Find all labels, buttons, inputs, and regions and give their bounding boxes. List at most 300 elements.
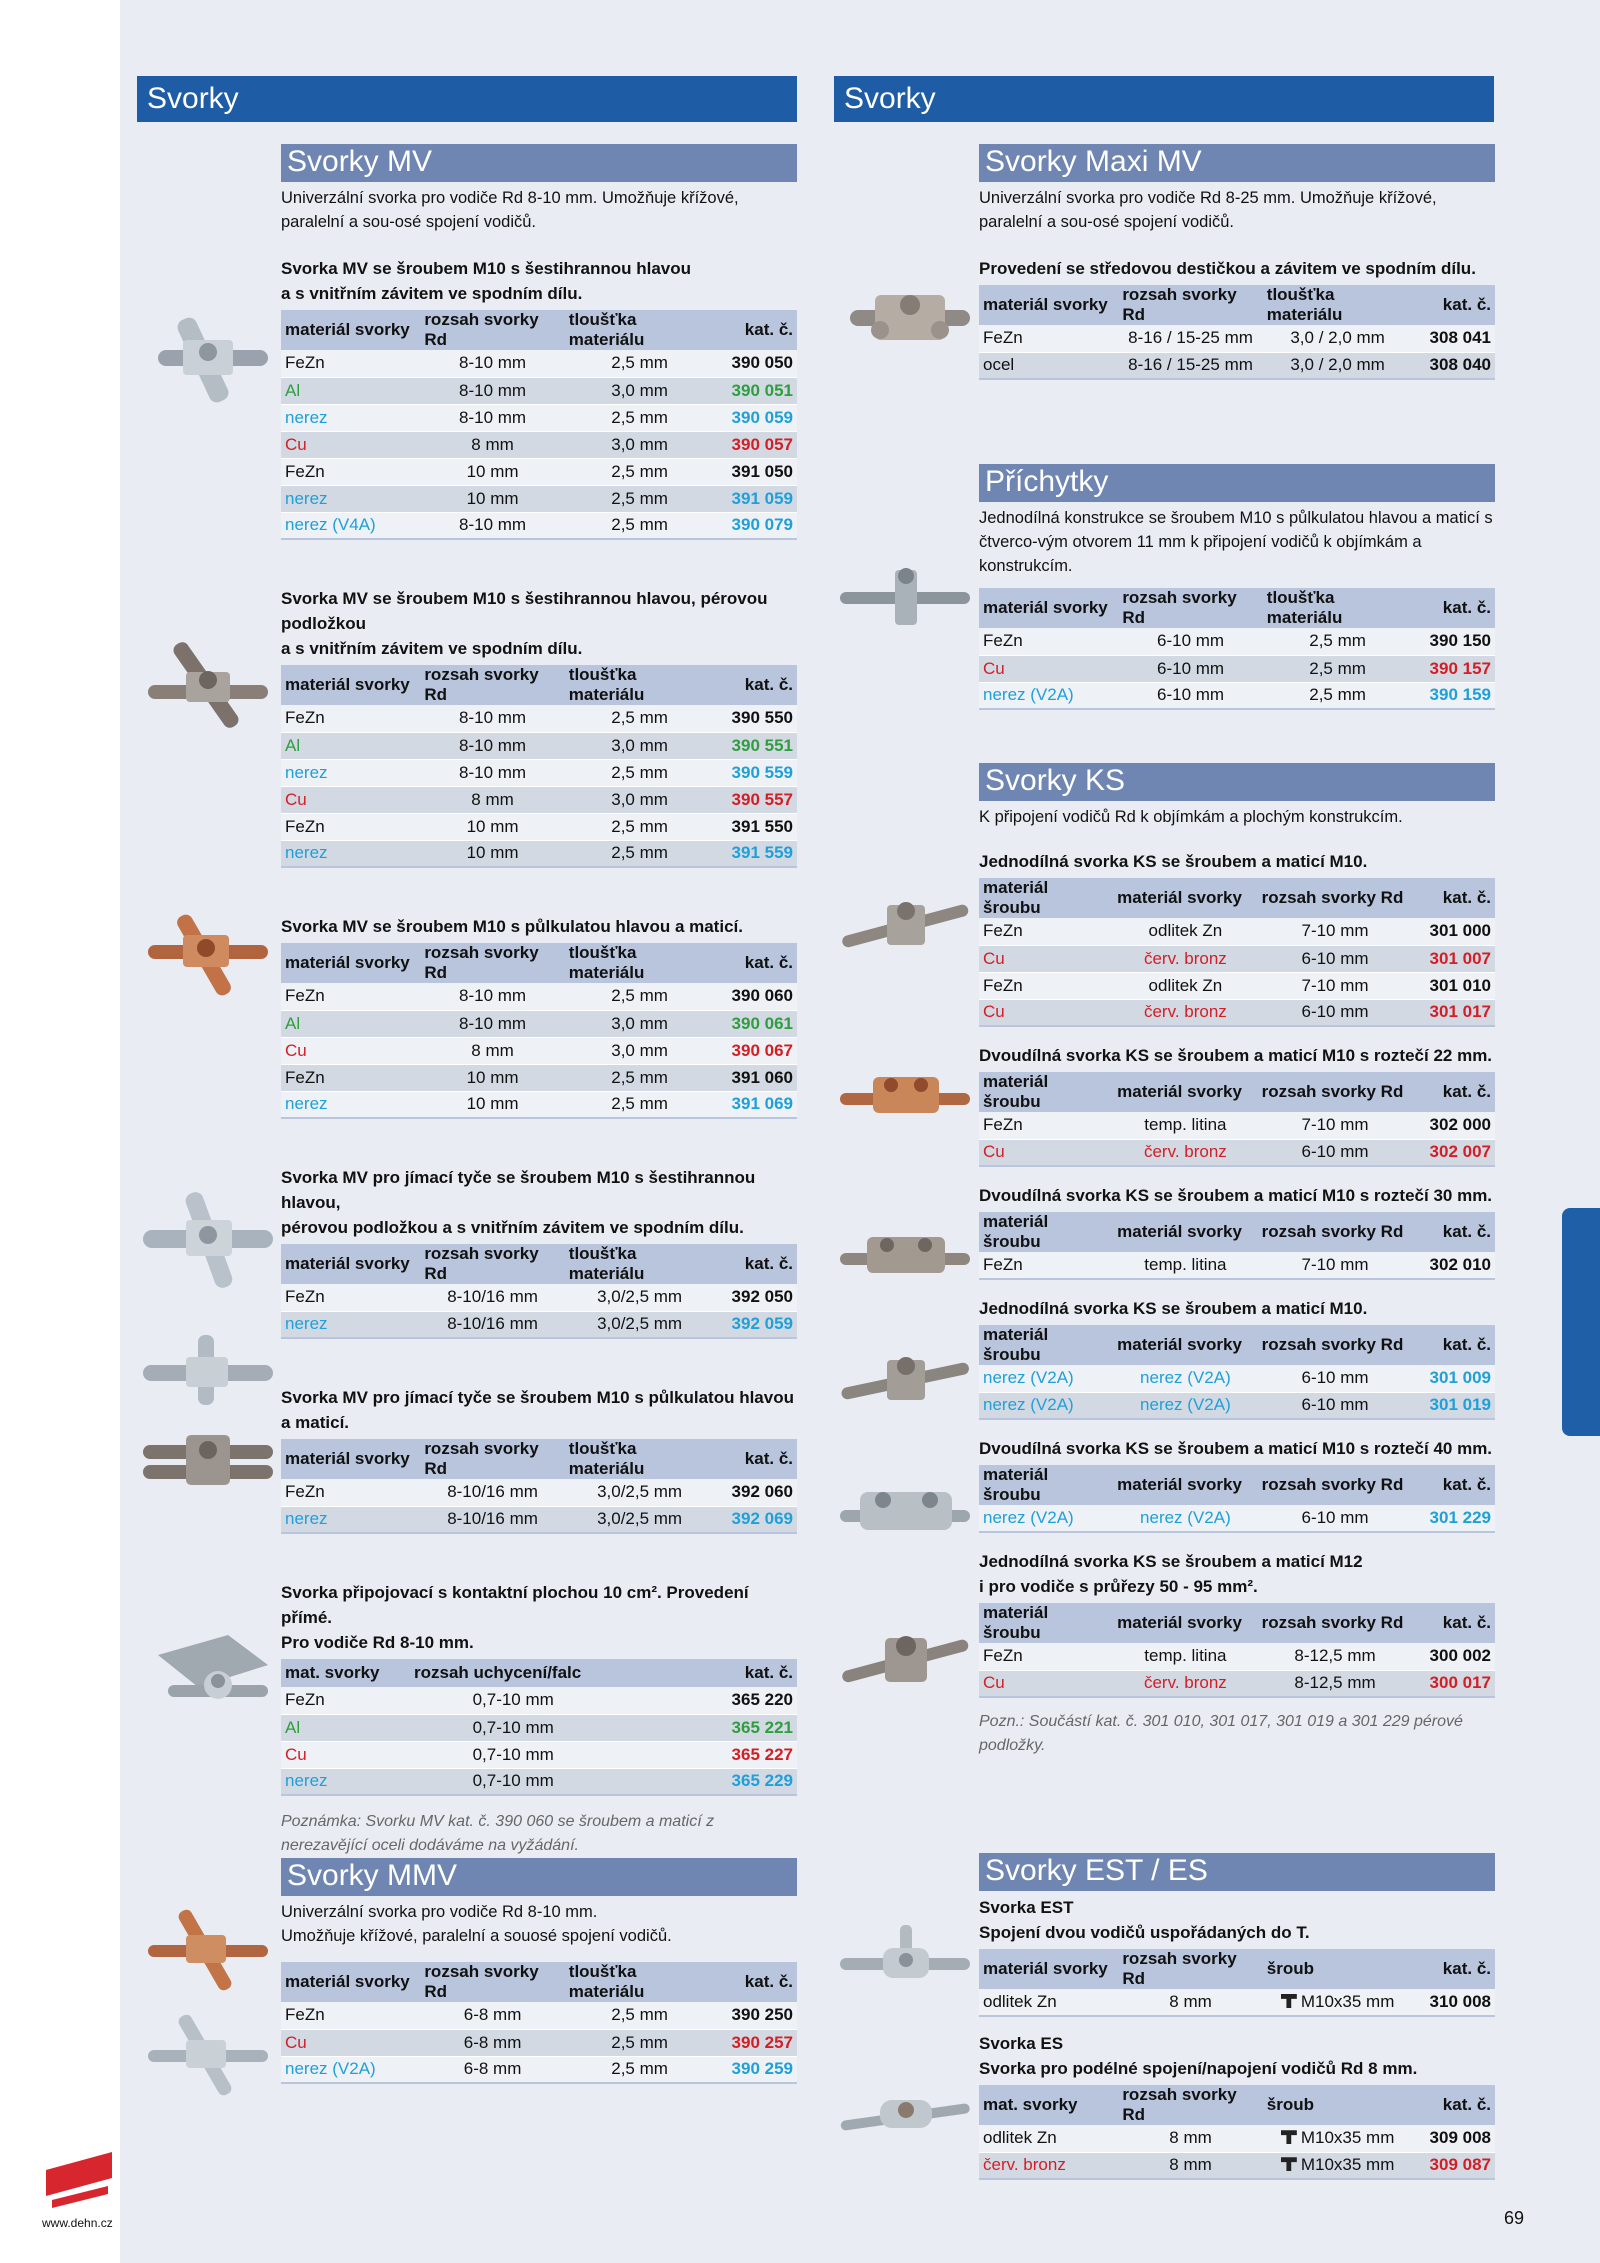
clamp-ks-double-22-image bbox=[835, 1055, 975, 1135]
clamp-maxi-image bbox=[845, 270, 975, 370]
column-header: materiál svorky bbox=[281, 310, 420, 350]
range-cell: odlitek Zn bbox=[1113, 972, 1257, 999]
table-row bbox=[979, 2152, 1495, 2179]
material-cell: FeZn bbox=[979, 1252, 1113, 1279]
column-header: kat. č. bbox=[1412, 1465, 1495, 1505]
range-cell: 10 mm bbox=[420, 458, 564, 485]
product-table bbox=[979, 285, 1495, 380]
table-header-row bbox=[979, 588, 1495, 628]
table-row bbox=[979, 1392, 1495, 1419]
table-subtitle: Svorka MV pro jímací tyče se šroubem M10 s šestihrannou hlavou, pérovou podložkou a s vnitřním závitem ve spodním dílu. bbox=[281, 1168, 756, 1237]
column-header: materiál svorky bbox=[281, 665, 420, 705]
material-cell: FeZn bbox=[281, 458, 420, 485]
thickness-cell: 2,5 mm bbox=[565, 458, 715, 485]
table-row bbox=[979, 325, 1495, 352]
column-header: kat. č. bbox=[1412, 1949, 1495, 1989]
table-header-row bbox=[281, 1244, 797, 1284]
section-title: Svorky Maxi MV bbox=[979, 144, 1495, 182]
column-header: materiál svorky bbox=[281, 1244, 420, 1284]
column-header: rozsah svorky Rd bbox=[1118, 285, 1262, 325]
catalog-number-cell: 391 060 bbox=[714, 1064, 797, 1091]
thickness-cell: 3,0/2,5 mm bbox=[565, 1284, 715, 1311]
range-cell: 8-10 mm bbox=[420, 350, 564, 377]
thickness-cell: 2,5 mm bbox=[565, 840, 715, 867]
column-header: rozsah svorky Rd bbox=[420, 310, 564, 350]
column-header: materiál šroubu bbox=[979, 878, 1113, 918]
catalog-number-cell: 308 040 bbox=[1412, 352, 1495, 379]
ks-note: Pozn.: Součástí kat. č. 301 010, 301 017, 301 019 a 301 229 pérové podložky. bbox=[979, 1713, 1463, 1754]
section-description: K připojení vodičů Rd k objímkám a plochým konstrukcím. bbox=[979, 808, 1403, 826]
column-header: rozsah svorky Rd bbox=[420, 943, 564, 983]
catalog-number-cell: 390 250 bbox=[714, 2002, 797, 2029]
column-header: materiál svorky bbox=[1113, 1072, 1257, 1112]
table-row bbox=[979, 999, 1495, 1026]
range-cell: 6-8 mm bbox=[420, 2002, 564, 2029]
material-cell: nerez (V2A) bbox=[979, 1392, 1113, 1419]
column-header: rozsah uchycení/falc bbox=[410, 1659, 616, 1687]
thickness-cell: 3,0 mm bbox=[565, 1037, 715, 1064]
table-row bbox=[281, 1741, 797, 1768]
thickness-cell: 3,0/2,5 mm bbox=[565, 1506, 715, 1533]
maxi-table bbox=[979, 285, 1495, 380]
material-cell: Cu bbox=[281, 431, 420, 458]
table-row bbox=[281, 2002, 797, 2029]
material-cell: nerez bbox=[281, 1768, 410, 1795]
table-row bbox=[979, 918, 1495, 945]
table-subtitle: Svorka připojovací s kontaktní plochou 10 cm². Provedení přímé. Pro vodiče Rd 8-10 mm. bbox=[281, 1583, 749, 1652]
column-header: materiál šroubu bbox=[979, 1072, 1113, 1112]
material-cell: nerez (V2A) bbox=[979, 682, 1118, 709]
section-title: Svorky MV bbox=[281, 144, 797, 182]
table-row bbox=[281, 404, 797, 431]
column-header: kat. č. bbox=[1412, 1072, 1495, 1112]
range-cell: 0,7-10 mm bbox=[410, 1768, 616, 1795]
catalog-number-cell: 390 061 bbox=[714, 1010, 797, 1037]
material-cell: nerez bbox=[281, 759, 420, 786]
bolt-size: M10x35 mm bbox=[1300, 2155, 1395, 2175]
column-header: tloušťka materiálu bbox=[565, 665, 715, 705]
thickness-cell bbox=[616, 1741, 714, 1768]
range-cell: 8-16 / 15-25 mm bbox=[1118, 325, 1262, 352]
column-header: kat. č. bbox=[1412, 1212, 1495, 1252]
catalog-number-cell: 392 069 bbox=[714, 1506, 797, 1533]
thickness-cell: 7-10 mm bbox=[1258, 1112, 1413, 1139]
bolt-size: M10x35 mm bbox=[1300, 2128, 1395, 2148]
column-header: kat. č. bbox=[714, 665, 797, 705]
table-row bbox=[979, 1670, 1495, 1697]
section-svorky-maxi-mv bbox=[979, 144, 1495, 380]
column-header: materiál šroubu bbox=[979, 1325, 1113, 1365]
column-header: rozsah svorky Rd bbox=[420, 665, 564, 705]
column-header: šroub bbox=[1263, 2085, 1413, 2125]
material-cell: Al bbox=[281, 732, 420, 759]
column-header: rozsah svorky Rd bbox=[1118, 588, 1262, 628]
thickness-cell: 6-10 mm bbox=[1258, 1392, 1413, 1419]
column-header: kat. č. bbox=[1412, 1603, 1495, 1643]
product-table bbox=[979, 878, 1495, 1027]
column-header: tloušťka materiálu bbox=[565, 1962, 715, 2002]
bolt-icon bbox=[1281, 2157, 1297, 2171]
range-cell: nerez (V2A) bbox=[1113, 1365, 1257, 1392]
catalog-number-cell: 300 002 bbox=[1412, 1643, 1495, 1670]
product-table bbox=[979, 2085, 1495, 2180]
catalog-number-cell: 365 229 bbox=[714, 1768, 797, 1795]
range-cell: 8-10 mm bbox=[420, 705, 564, 732]
thickness-cell: 2,5 mm bbox=[1263, 682, 1413, 709]
column-header: tloušťka materiálu bbox=[565, 943, 715, 983]
section-title: Svorky EST / ES bbox=[979, 1853, 1495, 1891]
clamp-mmv-image bbox=[138, 1900, 278, 2110]
page-number: 69 bbox=[1504, 2208, 1525, 2228]
catalog-number-cell: 301 019 bbox=[1412, 1392, 1495, 1419]
range-cell: červ. bronz bbox=[1113, 945, 1257, 972]
left-margin bbox=[0, 0, 120, 2263]
thickness-cell: 6-10 mm bbox=[1258, 1139, 1413, 1166]
section-svorky-mmv bbox=[281, 1858, 797, 2084]
range-cell: 8 mm bbox=[420, 1037, 564, 1064]
material-cell: FeZn bbox=[281, 705, 420, 732]
catalog-number-cell: 302 010 bbox=[1412, 1252, 1495, 1279]
column-header: kat. č. bbox=[1412, 2085, 1495, 2125]
table-header-row bbox=[281, 1439, 797, 1479]
table-row bbox=[281, 732, 797, 759]
thickness-cell: 6-10 mm bbox=[1258, 1505, 1413, 1532]
thickness-cell bbox=[1263, 2152, 1413, 2179]
range-cell: 0,7-10 mm bbox=[410, 1741, 616, 1768]
thickness-cell: 3,0 / 2,0 mm bbox=[1263, 325, 1413, 352]
thickness-cell: 6-10 mm bbox=[1258, 1365, 1413, 1392]
catalog-number-cell: 302 000 bbox=[1412, 1112, 1495, 1139]
column-header: rozsah svorky Rd bbox=[1258, 1212, 1413, 1252]
section-title: Svorky KS bbox=[979, 763, 1495, 801]
range-cell: 6-10 mm bbox=[1118, 628, 1262, 655]
material-cell: nerez bbox=[281, 404, 420, 431]
section-svorky-ks bbox=[979, 763, 1495, 1758]
table-row bbox=[979, 972, 1495, 999]
catalog-number-cell: 301 010 bbox=[1412, 972, 1495, 999]
material-cell: Cu bbox=[979, 945, 1113, 972]
range-cell: temp. litina bbox=[1113, 1252, 1257, 1279]
column-header: kat. č. bbox=[714, 1244, 797, 1284]
section-description: Jednodílná konstrukce se šroubem M10 s půlkulatou hlavou a maticí s čtverco-vým otvorem 11 mm k připojení vodičů k objímkám a konstrukcím. bbox=[979, 509, 1493, 575]
range-cell: 10 mm bbox=[420, 813, 564, 840]
catalog-number-cell: 300 017 bbox=[1412, 1670, 1495, 1697]
material-cell: FeZn bbox=[979, 325, 1118, 352]
table-row bbox=[281, 1284, 797, 1311]
material-cell: Al bbox=[281, 1010, 420, 1037]
thickness-cell: 8-12,5 mm bbox=[1258, 1643, 1413, 1670]
range-cell: 8-10 mm bbox=[420, 759, 564, 786]
range-cell: 10 mm bbox=[420, 1064, 564, 1091]
catalog-number-cell: 309 087 bbox=[1412, 2152, 1495, 2179]
clamp-ks-double-40-image bbox=[835, 1470, 975, 1550]
bolt-icon bbox=[1281, 2130, 1297, 2144]
column-header: kat. č. bbox=[1412, 588, 1495, 628]
thickness-cell: 3,0 mm bbox=[565, 786, 715, 813]
est-table bbox=[979, 1949, 1495, 2017]
range-cell: 8-16 / 15-25 mm bbox=[1118, 352, 1262, 379]
material-cell: FeZn bbox=[979, 972, 1113, 999]
table-header-row bbox=[979, 878, 1495, 918]
thickness-cell: 2,5 mm bbox=[565, 813, 715, 840]
catalog-number-cell: 391 559 bbox=[714, 840, 797, 867]
thickness-cell: 6-10 mm bbox=[1258, 945, 1413, 972]
catalog-number-cell: 390 550 bbox=[714, 705, 797, 732]
bolt-size: M10x35 mm bbox=[1300, 1992, 1395, 2011]
column-header: tloušťka materiálu bbox=[1263, 285, 1413, 325]
material-cell: odlitek Zn bbox=[979, 1989, 1118, 2016]
dehn-logo-graphic bbox=[42, 2130, 116, 2210]
table-subtitle: Svorka MV pro jímací tyče se šroubem M10 s půlkulatou hlavou a maticí. bbox=[281, 1388, 794, 1432]
range-cell: 8-10/16 mm bbox=[420, 1506, 564, 1533]
thickness-cell: 2,5 mm bbox=[565, 512, 715, 539]
catalog-number-cell: 392 059 bbox=[714, 1311, 797, 1338]
range-cell: 6-8 mm bbox=[420, 2056, 564, 2083]
range-cell: 8-10 mm bbox=[420, 732, 564, 759]
range-cell: temp. litina bbox=[1113, 1643, 1257, 1670]
right-column-header: Svorky bbox=[834, 76, 1494, 122]
thickness-cell: 2,5 mm bbox=[565, 2002, 715, 2029]
range-cell: temp. litina bbox=[1113, 1112, 1257, 1139]
maxi-subtitle: Provedení se středovou destičkou a závitem ve spodním dílu. bbox=[979, 259, 1476, 278]
range-cell: 8 mm bbox=[420, 431, 564, 458]
table-row bbox=[281, 759, 797, 786]
table-row bbox=[281, 1010, 797, 1037]
column-header: rozsah svorky Rd bbox=[1258, 1072, 1413, 1112]
catalog-number-cell: 391 550 bbox=[714, 813, 797, 840]
clamp-mv-rod-round-image bbox=[138, 1335, 278, 1495]
column-header: kat. č. bbox=[714, 943, 797, 983]
thickness-cell: 3,0/2,5 mm bbox=[565, 1311, 715, 1338]
table-header-row bbox=[281, 1962, 797, 2002]
catalog-number-cell: 390 150 bbox=[1412, 628, 1495, 655]
material-cell: nerez bbox=[281, 485, 420, 512]
clamp-ks-double-30-image bbox=[835, 1215, 975, 1295]
range-cell: 8-10/16 mm bbox=[420, 1479, 564, 1506]
table-row bbox=[281, 485, 797, 512]
table-row bbox=[979, 945, 1495, 972]
range-cell: 0,7-10 mm bbox=[410, 1714, 616, 1741]
table-row bbox=[979, 352, 1495, 379]
ks-tables bbox=[979, 849, 1495, 1698]
column-header: materiál svorky bbox=[281, 1962, 420, 2002]
thickness-cell: 2,5 mm bbox=[565, 2056, 715, 2083]
table-subtitle: Svorka MV se šroubem M10 s šestihrannou hlavou a s vnitřním závitem ve spodním dílu. bbox=[281, 259, 692, 303]
material-cell: Cu bbox=[979, 999, 1113, 1026]
material-cell: Cu bbox=[979, 1670, 1113, 1697]
table-header-row bbox=[281, 1659, 797, 1687]
material-cell: Al bbox=[281, 1714, 410, 1741]
table-row bbox=[281, 1091, 797, 1118]
material-cell: Cu bbox=[281, 2029, 420, 2056]
catalog-number-cell: 390 157 bbox=[1412, 655, 1495, 682]
thickness-cell bbox=[616, 1768, 714, 1795]
thickness-cell: 2,5 mm bbox=[565, 983, 715, 1010]
column-header: rozsah svorky Rd bbox=[1118, 2085, 1262, 2125]
range-cell: 8-10 mm bbox=[420, 404, 564, 431]
clamp-flat-plate-image bbox=[148, 1625, 278, 1735]
section-prichytky bbox=[979, 464, 1495, 710]
table-row bbox=[979, 1643, 1495, 1670]
clamp-mv-copper-image bbox=[138, 910, 278, 1000]
section-title: Svorky MMV bbox=[281, 1858, 797, 1896]
range-cell: 8 mm bbox=[420, 786, 564, 813]
catalog-number-cell: 391 050 bbox=[714, 458, 797, 485]
material-cell: FeZn bbox=[979, 918, 1113, 945]
thickness-cell: 3,0 mm bbox=[565, 1010, 715, 1037]
range-cell: 8-10/16 mm bbox=[420, 1284, 564, 1311]
thickness-cell: 3,0 mm bbox=[565, 377, 715, 404]
column-header: materiál svorky bbox=[979, 588, 1118, 628]
clamp-ks-single-image bbox=[835, 885, 975, 965]
material-cell: Cu bbox=[281, 1037, 420, 1064]
material-cell: nerez bbox=[281, 1311, 420, 1338]
catalog-number-cell: 390 079 bbox=[714, 512, 797, 539]
product-table bbox=[979, 1465, 1495, 1533]
table-header-row bbox=[979, 1465, 1495, 1505]
catalog-number-cell: 392 060 bbox=[714, 1479, 797, 1506]
range-cell: 8-10 mm bbox=[420, 983, 564, 1010]
table-subtitle: Jednodílná svorka KS se šroubem a maticí M12 i pro vodiče s průřezy 50 - 95 mm². bbox=[979, 1552, 1363, 1596]
column-header: materiál svorky bbox=[979, 1949, 1118, 1989]
prichytky-table bbox=[979, 588, 1495, 710]
table-row bbox=[281, 1687, 797, 1714]
material-cell: FeZn bbox=[281, 2002, 420, 2029]
table-row bbox=[979, 1505, 1495, 1532]
column-header: kat. č. bbox=[714, 1962, 797, 2002]
footer-url: www.dehn.cz bbox=[42, 2216, 113, 2230]
material-cell: Al bbox=[281, 377, 420, 404]
catalog-number-cell: 390 257 bbox=[714, 2029, 797, 2056]
column-header: rozsah svorky Rd bbox=[1258, 878, 1413, 918]
product-table bbox=[281, 1962, 797, 2084]
table-row bbox=[281, 512, 797, 539]
table-subtitle: Svorka MV se šroubem M10 s půlkulatou hlavou a maticí. bbox=[281, 917, 743, 936]
product-table bbox=[979, 1072, 1495, 1167]
range-cell: nerez (V2A) bbox=[1113, 1505, 1257, 1532]
table-row bbox=[281, 1037, 797, 1064]
thickness-cell bbox=[1263, 2125, 1413, 2152]
table-row bbox=[979, 1252, 1495, 1279]
range-cell: 6-8 mm bbox=[420, 2029, 564, 2056]
table-row bbox=[281, 1064, 797, 1091]
range-cell: 8-10 mm bbox=[420, 1010, 564, 1037]
column-header: tloušťka materiálu bbox=[1263, 588, 1413, 628]
column-header: materiál svorky bbox=[1113, 1212, 1257, 1252]
est-subtitle: Svorka EST Spojení dvou vodičů uspořádaných do T. bbox=[979, 1898, 1310, 1942]
range-cell: červ. bronz bbox=[1113, 999, 1257, 1026]
range-cell: odlitek Zn bbox=[1113, 918, 1257, 945]
material-cell: ocel bbox=[979, 352, 1118, 379]
catalog-number-cell: 310 008 bbox=[1412, 1989, 1495, 2016]
catalog-number-cell: 301 009 bbox=[1412, 1365, 1495, 1392]
range-cell: 0,7-10 mm bbox=[410, 1687, 616, 1714]
range-cell: 6-10 mm bbox=[1118, 682, 1262, 709]
bolt-icon bbox=[1281, 1994, 1297, 2008]
thickness-cell: 2,5 mm bbox=[565, 404, 715, 431]
mv-note: Poznámka: Svorku MV kat. č. 390 060 se šroubem a maticí z nerezavějící oceli dodáváme na vyžádání. bbox=[281, 1813, 715, 1854]
thickness-cell bbox=[616, 1714, 714, 1741]
thickness-cell bbox=[616, 1687, 714, 1714]
table-row bbox=[281, 1479, 797, 1506]
thickness-cell: 6-10 mm bbox=[1258, 999, 1413, 1026]
table-subtitle: Jednodílná svorka KS se šroubem a maticí M10. bbox=[979, 1299, 1368, 1318]
thickness-cell: 3,0 mm bbox=[565, 431, 715, 458]
material-cell: Cu bbox=[979, 1139, 1113, 1166]
table-header-row bbox=[979, 1072, 1495, 1112]
table-row bbox=[281, 1311, 797, 1338]
thickness-cell: 2,5 mm bbox=[565, 1064, 715, 1091]
clamp-est-image bbox=[835, 1920, 975, 2000]
thickness-cell: 2,5 mm bbox=[565, 485, 715, 512]
table-row bbox=[979, 1112, 1495, 1139]
table-row bbox=[281, 2029, 797, 2056]
table-subtitle: Svorka MV se šroubem M10 s šestihrannou hlavou, pérovou podložkou a s vnitřním závitem ve spodním dílu. bbox=[281, 589, 768, 658]
catalog-number-cell: 308 041 bbox=[1412, 325, 1495, 352]
table-row bbox=[281, 1714, 797, 1741]
table-header-row bbox=[979, 2085, 1495, 2125]
product-table bbox=[979, 1325, 1495, 1420]
range-cell: 8 mm bbox=[1118, 1989, 1262, 2016]
catalog-number-cell: 390 259 bbox=[714, 2056, 797, 2083]
catalog-number-cell: 301 007 bbox=[1412, 945, 1495, 972]
catalog-number-cell: 390 557 bbox=[714, 786, 797, 813]
thickness-cell bbox=[1263, 1989, 1413, 2016]
catalog-number-cell: 390 051 bbox=[714, 377, 797, 404]
thickness-cell: 3,0 mm bbox=[565, 732, 715, 759]
table-subtitle: Dvoudílná svorka KS se šroubem a maticí M10 s roztečí 30 mm. bbox=[979, 1186, 1493, 1205]
column-header: rozsah svorky Rd bbox=[1118, 1949, 1262, 1989]
range-cell: 8 mm bbox=[1118, 2125, 1262, 2152]
catalog-number-cell: 309 008 bbox=[1412, 2125, 1495, 2152]
material-cell: nerez (V4A) bbox=[281, 512, 420, 539]
column-header: kat. č. bbox=[1412, 1325, 1495, 1365]
column-header: tloušťka materiálu bbox=[565, 1244, 715, 1284]
column-header: mat. svorky bbox=[281, 1659, 410, 1687]
range-cell: 8-10 mm bbox=[420, 512, 564, 539]
column-header: rozsah svorky Rd bbox=[1258, 1603, 1413, 1643]
table-header-row bbox=[979, 1212, 1495, 1252]
catalog-number-cell: 365 220 bbox=[714, 1687, 797, 1714]
column-header: materiál svorky bbox=[1113, 1603, 1257, 1643]
catalog-number-cell: 301 229 bbox=[1412, 1505, 1495, 1532]
material-cell: nerez (V2A) bbox=[979, 1505, 1113, 1532]
column-header: kat. č. bbox=[1412, 285, 1495, 325]
catalog-number-cell: 390 551 bbox=[714, 732, 797, 759]
material-cell: nerez bbox=[281, 1091, 420, 1118]
section-title: Příchytky bbox=[979, 464, 1495, 502]
table-subtitle: Jednodílná svorka KS se šroubem a maticí M10. bbox=[979, 852, 1368, 871]
catalog-number-cell: 302 007 bbox=[1412, 1139, 1495, 1166]
range-cell: 8 mm bbox=[1118, 2152, 1262, 2179]
table-header-row bbox=[281, 665, 797, 705]
catalog-number-cell: 390 060 bbox=[714, 983, 797, 1010]
catalog-number-cell: 391 059 bbox=[714, 485, 797, 512]
material-cell: nerez bbox=[281, 1506, 420, 1533]
column-header: kat. č. bbox=[714, 310, 797, 350]
table-row bbox=[281, 786, 797, 813]
table-header-row bbox=[979, 1603, 1495, 1643]
section-description: Univerzální svorka pro vodiče Rd 8-10 mm. Umožňuje křížové, paralelní a sou-osé spojení vodičů. bbox=[281, 189, 739, 231]
table-header-row bbox=[979, 1949, 1495, 1989]
catalog-number-cell: 390 050 bbox=[714, 350, 797, 377]
column-header: materiál svorky bbox=[1113, 1465, 1257, 1505]
column-header: mat. svorky bbox=[979, 2085, 1118, 2125]
table-row bbox=[979, 655, 1495, 682]
column-header: rozsah svorky Rd bbox=[1258, 1325, 1413, 1365]
column-header: rozsah svorky Rd bbox=[1258, 1465, 1413, 1505]
range-cell: 10 mm bbox=[420, 840, 564, 867]
